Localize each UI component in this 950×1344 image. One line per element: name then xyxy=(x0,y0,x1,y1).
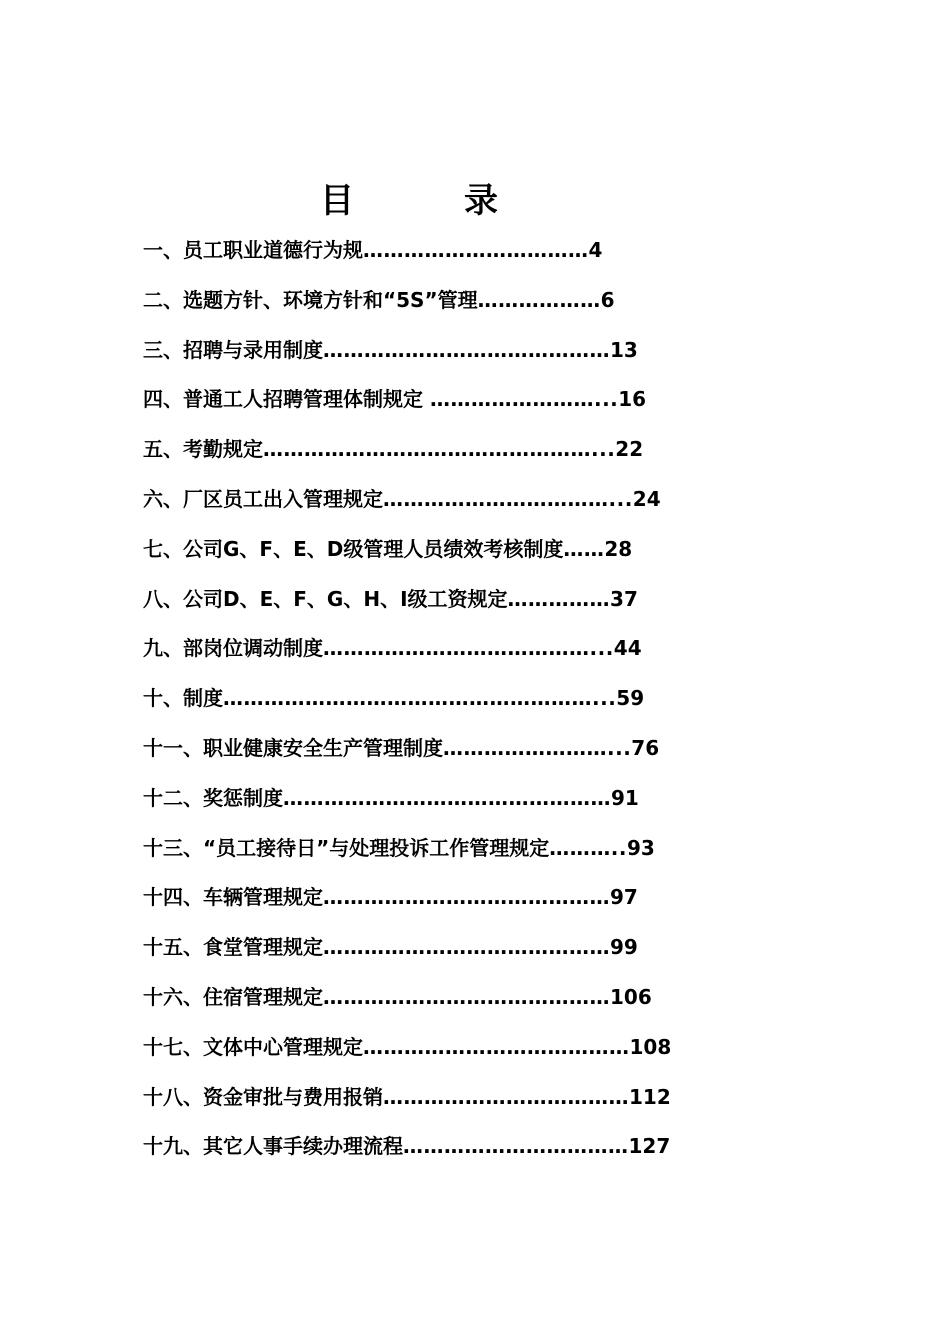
toc-entry[interactable] xyxy=(143,333,863,383)
toc-entry[interactable] xyxy=(143,880,863,930)
toc-page-number: 97 xyxy=(610,885,638,910)
toc-page-number: 91 xyxy=(611,785,639,810)
toc-entry[interactable] xyxy=(143,1080,863,1130)
toc-entry-label: 十七、文体中心管理规定 xyxy=(143,1034,363,1059)
toc-entry-label: 一、员工职业道德行为规 xyxy=(143,238,363,262)
toc-page-number: 106 xyxy=(610,984,652,1009)
toc-entry-label: 十一、职业健康安全生产管理制度 xyxy=(143,735,443,760)
toc-entry-label: 九、部岗位调动制度 xyxy=(143,636,323,661)
toc-page-number: 16 xyxy=(618,387,647,412)
toc-list xyxy=(143,233,863,1179)
toc-page-number: 112 xyxy=(629,1084,671,1109)
toc-leader-dots: …………………………………… xyxy=(323,885,610,910)
toc-entry[interactable] xyxy=(143,631,863,681)
toc-entry-label: 六、厂区员工出入管理规定 xyxy=(143,486,383,511)
toc-page-number: 4 xyxy=(588,238,603,262)
toc-page-number: 59 xyxy=(616,686,645,711)
toc-entry-label: 四、普通工人招聘管理体制规定 xyxy=(143,387,430,412)
toc-entry-label: 十五、食堂管理规定 xyxy=(143,935,323,960)
toc-page-number: 108 xyxy=(629,1034,672,1059)
toc-entry[interactable] xyxy=(143,532,863,582)
toc-entry[interactable] xyxy=(143,1129,863,1179)
toc-leader-dots: …………………………… xyxy=(403,1134,629,1159)
toc-entry[interactable] xyxy=(143,731,863,781)
toc-entry[interactable] xyxy=(143,831,863,881)
toc-page-number: 127 xyxy=(628,1134,671,1159)
toc-page-number: 28 xyxy=(604,536,633,561)
toc-leader-dots: ……………………………… xyxy=(383,1084,629,1109)
toc-leader-dots: …………………………………… xyxy=(323,337,610,362)
toc-entry[interactable] xyxy=(143,1030,863,1080)
toc-entry-label: 十四、车辆管理规定 xyxy=(143,885,323,910)
toc-entry-label: 二、选题方针、环境方针和“5S”管理 xyxy=(143,287,478,312)
toc-page-number: 6 xyxy=(600,287,615,312)
toc-entry-label: 三、招聘与录用制度 xyxy=(143,337,323,362)
toc-leader-dots: …………………………………………... xyxy=(263,437,616,462)
toc-entry[interactable] xyxy=(143,681,863,731)
toc-entry-label: 八、公司D、E、F、G、H、I级工资规定 xyxy=(143,586,508,611)
toc-entry-label: 十二、奖惩制度 xyxy=(143,785,283,810)
toc-entry[interactable] xyxy=(143,233,863,283)
toc-leader-dots: ……………… xyxy=(477,287,601,312)
toc-leader-dots: …………………………………… xyxy=(323,984,610,1009)
toc-entry[interactable] xyxy=(143,283,863,333)
toc-page-number: 99 xyxy=(610,935,638,960)
toc-entry-label: 十三、“员工接待日”与处理投诉工作管理规定 xyxy=(143,835,550,860)
toc-page-number: 76 xyxy=(631,735,660,760)
toc-leader-dots: ……………………………... xyxy=(383,486,633,511)
toc-page-number: 93 xyxy=(627,835,655,860)
toc-entry[interactable] xyxy=(143,930,863,980)
toc-leader-dots: ……….. xyxy=(549,835,627,860)
toc-leader-dots: ………………………………………… xyxy=(283,785,611,810)
toc-page-number: 37 xyxy=(610,586,638,611)
toc-leader-dots: …………… xyxy=(507,586,611,611)
toc-leader-dots: …………………………………… xyxy=(323,935,610,960)
toc-page-number: 13 xyxy=(610,337,638,362)
toc-page-number: 24 xyxy=(632,486,661,511)
toc-entry[interactable] xyxy=(143,382,863,432)
toc-entry-label: 十、制度 xyxy=(143,686,223,711)
toc-entry[interactable] xyxy=(143,582,863,632)
toc-leader-dots: ………………………………………………... xyxy=(223,686,617,711)
toc-entry[interactable] xyxy=(143,432,863,482)
toc-leader-dots: …………………………………... xyxy=(323,636,614,661)
toc-entry-label: 十八、资金审批与费用报销 xyxy=(143,1084,383,1109)
toc-title: 目 录 xyxy=(320,181,536,221)
toc-entry-label: 五、考勤规定 xyxy=(143,437,263,462)
toc-entry[interactable] xyxy=(143,482,863,532)
toc-entry-label: 十六、住宿管理规定 xyxy=(143,984,323,1009)
toc-leader-dots: ……………………... xyxy=(443,735,632,760)
toc-leader-dots: …………………………… xyxy=(363,238,589,262)
toc-leader-dots: ………………………………… xyxy=(363,1034,630,1059)
toc-entry-label: 十九、其它人事手续办理流程 xyxy=(143,1134,403,1159)
toc-page-number: 22 xyxy=(615,437,644,462)
toc-page-number: 44 xyxy=(613,636,642,661)
toc-entry[interactable] xyxy=(143,781,863,831)
toc-leader-dots: …… xyxy=(563,536,605,561)
toc-entry[interactable] xyxy=(143,980,863,1030)
toc-leader-dots: ……………………... xyxy=(429,387,619,412)
toc-entry-label: 七、公司G、F、E、D级管理人员绩效考核制度 xyxy=(143,536,564,561)
